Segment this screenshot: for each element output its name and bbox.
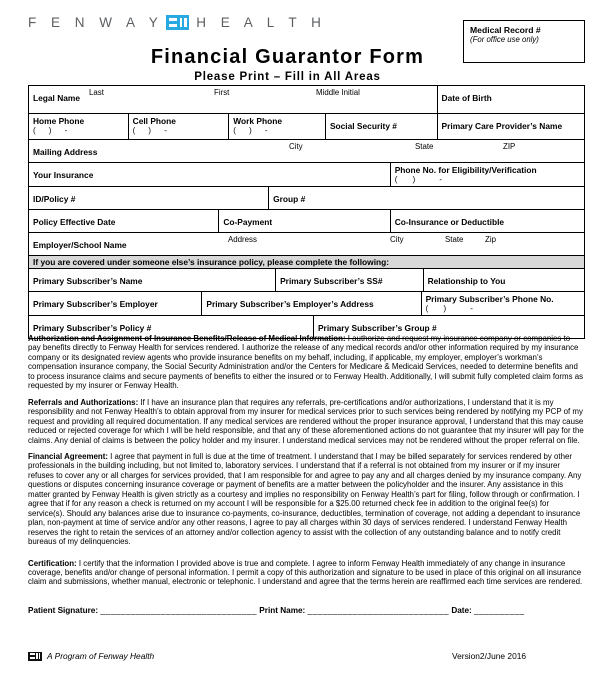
state-label: State [415, 142, 434, 151]
city-label: City [289, 142, 303, 151]
certification-body: I certify that the information I provided above is true and complete. I agree to inform Fenway Health immediately of any change in insurance coverage, benefits and/or change of personal information. I permit a copy of this authorization and signature to be used in place of this original on all insurance claim and submissions, whether manual, electronic or telephonic. I understand and agree that the terms herein are reaffirmed each time services are rendered. [28, 558, 583, 587]
patient-info-table [28, 85, 585, 339]
relationship-label: Relationship to You [427, 276, 506, 286]
row-insurance [29, 162, 584, 186]
pcp-name-label: Primary Care Provider’s Name [441, 121, 563, 131]
cell-phone-blank: ( ) - [132, 126, 167, 135]
date-of-birth-label: Date of Birth [441, 93, 492, 103]
field-subscriber-employer [29, 292, 201, 315]
financial-agreement-paragraph [28, 452, 585, 547]
group-label: Group # [273, 194, 306, 204]
certification-heading: Certification: [28, 558, 77, 568]
authorization-heading: Authorization and Assignment of Insurance Benefits/Release of Medical Information: [28, 334, 346, 343]
row-subscriber-employer [29, 291, 584, 315]
referrals-paragraph [28, 398, 585, 445]
co-payment-label: Co-Payment [223, 217, 273, 227]
field-subscriber-ss [275, 269, 422, 291]
print-name-label: Print Name: [259, 605, 306, 615]
subscriber-policy-label: Primary Subscriber’s Policy # [33, 323, 152, 333]
employer-address-label: Address [228, 235, 257, 244]
field-mailing-address [29, 140, 584, 162]
field-home-phone [29, 114, 128, 139]
row-policy-group [29, 186, 584, 209]
certification-paragraph [28, 559, 585, 587]
subscriber-employer-address-label: Primary Subscriber’s Employer’s Address [206, 299, 374, 309]
date-label: Date: [451, 605, 472, 615]
medical-record-label: Medical Record # [470, 25, 541, 35]
row-legal-name [29, 86, 584, 113]
employer-school-label: Employer/School Name [33, 240, 127, 250]
row-mailing-address [29, 139, 584, 162]
home-phone-label: Home Phone [33, 116, 85, 126]
field-cell-phone [128, 114, 229, 139]
field-employer-school [29, 233, 584, 255]
page-footer [28, 651, 585, 661]
first-label: First [214, 88, 230, 97]
patient-signature-line: _______________________________ [100, 605, 258, 615]
field-subscriber-employer-address [201, 292, 420, 315]
authorization-paragraph [28, 334, 585, 391]
field-co-insurance [390, 210, 584, 232]
field-date-of-birth [437, 86, 584, 113]
page-subtitle: Please Print – Fill in All Areas [194, 71, 381, 83]
field-co-payment [218, 210, 389, 232]
work-phone-label: Work Phone [233, 116, 282, 126]
row-policy-details [29, 209, 584, 232]
subscriber-name-label: Primary Subscriber’s Name [33, 276, 143, 286]
eligibility-phone-label: Phone No. for Eligibility/Verification [394, 165, 537, 175]
referrals-body: If I have an insurance plan that requires any referrals, pre-certifications and/or authorizations, I understand that it is my responsibility and not Fenway Health’s to obtain approval from my insurer for medical services prior to such services being rendered by notifying my PCP of my request and providing all required documentation. If any medical services are rendered without the proper insurance approval, I understand that this may cause reduced or rejected coverage for which I will be held responsible, and that any of these aforementioned actions do not guarantee that my insurer will pay for the claims. Any denial of claims is between the policy holder and my insurer. I understand medical services may not be rendered without the proper referral on file. [28, 397, 584, 445]
brand-fenway-text: F E N W A Y [28, 15, 164, 30]
office-use-note: (For office use only) [470, 35, 539, 44]
your-insurance-label: Your Insurance [33, 170, 94, 180]
field-subscriber-name [29, 269, 275, 291]
brand-health-text: H E A L T H [196, 15, 327, 30]
field-eligibility-phone [390, 163, 584, 186]
referrals-heading: Referrals and Authorizations: [28, 397, 139, 407]
work-phone-blank: ( ) - [233, 126, 268, 135]
field-policy-effective-date [29, 210, 218, 232]
field-legal-name [29, 86, 437, 113]
employer-zip-label: Zip [485, 235, 496, 244]
middle-initial-label: Middle Initial [316, 88, 360, 97]
field-work-phone [228, 114, 325, 139]
policy-effective-date-label: Policy Effective Date [33, 217, 116, 227]
cell-phone-label: Cell Phone [132, 116, 176, 126]
employer-state-label: State [445, 235, 464, 244]
financial-agreement-heading: Financial Agreement: [28, 451, 108, 461]
brand-header [28, 15, 326, 30]
field-subscriber-phone [421, 292, 584, 315]
id-policy-label: ID/Policy # [33, 194, 76, 204]
field-your-insurance [29, 163, 390, 186]
footer-version-text: Version2/June 2016 [452, 651, 527, 661]
row-phones [29, 113, 584, 139]
row-subscriber-name [29, 268, 584, 291]
subscriber-employer-label: Primary Subscriber’s Employer [33, 299, 158, 309]
fenway-footer-logo-icon [28, 652, 42, 661]
fenway-health-logo-icon [166, 15, 189, 30]
subscriber-group-label: Primary Subscriber’s Group # [317, 323, 437, 333]
social-security-label: Social Security # [329, 121, 397, 131]
field-id-policy [29, 187, 268, 209]
eligibility-phone-blank: ( ) - [394, 175, 443, 184]
home-phone-blank: ( ) - [33, 126, 68, 135]
zip-label: ZIP [503, 142, 516, 151]
legal-text-section [28, 334, 585, 615]
field-social-security [325, 114, 437, 139]
financial-agreement-body: I agree that payment in full is due at the time of treatment. I understand that I may be billed separately for services rendered by other professionals in the building including, but not limited to, laboratory services. I understand that if a referral is not obtained from my insurer or if my insurer refuses to cover any or all charges for services provided, that I am responsible for and agree to pay any and all charges denied by my insurance company. Any questions or disputes concerning insurance coverage or payment of benefits are a matter between the policyholder and the insurer. Any assistance in this matter granted by Fenway Health is given strictly as a courtesy and implies no responsibility on Fenway Health’s part for filing, follow through or confirmation. I agree that if for any reason a check is returned on my account I will be responsible for a $25.00 returned check fee in addition to the original fee(s) for service(s). Should any balances arise due to insurance co-payments, co-insurance, deductibles, termination of coverage, not adding a dependant to insurance plan, non-payment at time of service and/or any other reasons, I agree to pay all charges within 30 days of services rendered. I understand Fenway Health reserves the right to retain the services of an attorney and/or collection agency to assist with the collection of any outstanding balance and to notify credit bureaus of my delinquencies. [28, 451, 582, 547]
legal-name-label: Legal Name [33, 93, 81, 103]
page-title: Financial Guarantor Form [150, 46, 425, 68]
field-pcp-name [437, 114, 584, 139]
row-employer [29, 232, 584, 255]
signature-row [28, 606, 585, 615]
employer-city-label: City [390, 235, 404, 244]
other-insurance-banner: If you are covered under someone else’s insurance policy, please complete the following: [29, 255, 584, 268]
date-line: __________ [474, 605, 525, 615]
field-group [268, 187, 584, 209]
print-name-line: ____________________________ [307, 605, 450, 615]
mailing-address-label: Mailing Address [33, 147, 98, 157]
field-relationship [423, 269, 584, 291]
co-insurance-label: Co-Insurance or Deductible [394, 217, 505, 227]
subscriber-phone-blank: ( ) - [425, 304, 473, 313]
subscriber-ss-label: Primary Subscriber’s SS# [280, 276, 383, 286]
last-label: Last [89, 88, 104, 97]
authorization-body: I authorize and request my insurance company or companies to pay benefits directly to Fenway Health for services rendered. I authorize the release of any medical records and/or other information required by my insurance company or its designated review agents who provide insurance benefits on my behalf, including, if applicable, my employer, employer’s workman’s compensation insurance company, the Social Security Administration and/or the Centers for Medicare & Medicaid Services, needed to determine benefits and to process insurance claims and secure payments of benefits to either the insured or to Fenway Health. Additionally, I will submit fully completed claim forms as requested by my insurer or Fenway Health. [28, 334, 584, 391]
subscriber-phone-label: Primary Subscriber’s Phone No. [425, 294, 554, 304]
patient-signature-label: Patient Signature: [28, 605, 99, 615]
footer-program-text: A Program of Fenway Health [47, 651, 155, 661]
